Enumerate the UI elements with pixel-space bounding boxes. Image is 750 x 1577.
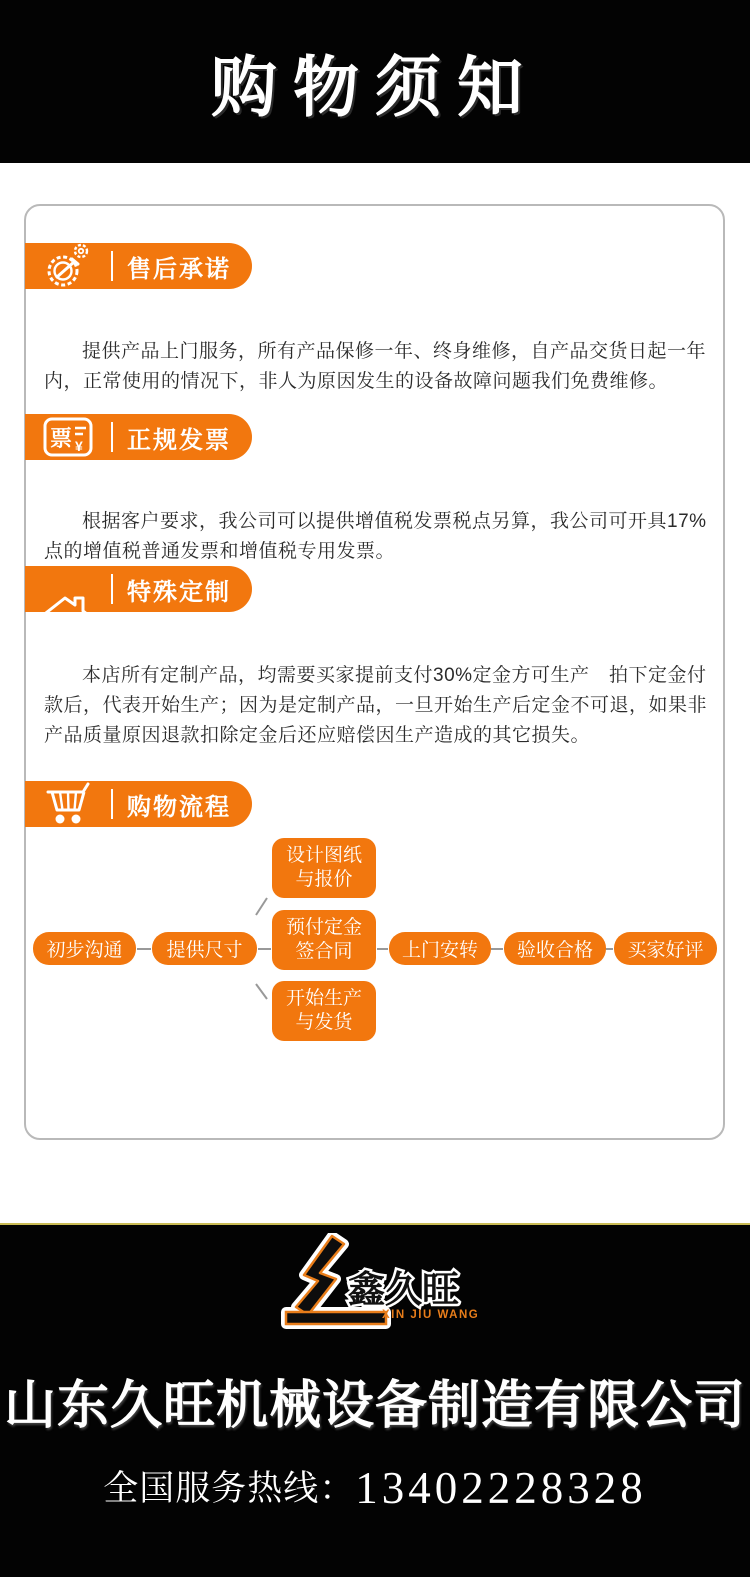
badge-invoice: [25, 414, 252, 460]
flow-branch-line1: 开始生产: [285, 988, 362, 1009]
logo-cn-text: 鑫久旺: [348, 1269, 459, 1310]
badge-label: 特殊定制: [127, 578, 231, 606]
badge-divider: [111, 789, 113, 819]
flow-step-buyer-review: [614, 932, 717, 965]
badge-shopping-flow: [25, 781, 252, 827]
hotline-number: 13402228328: [355, 1463, 647, 1513]
company-logo: [270, 1233, 482, 1329]
badge-label: 购物流程: [127, 793, 231, 821]
gear-wrench-icon: [25, 243, 111, 289]
flow-step-acceptance-passed: [504, 932, 606, 965]
flow-step-label: 上门安转: [401, 940, 478, 961]
footer: [0, 1223, 750, 1577]
flow-branch-line2: 签合同: [295, 941, 353, 962]
badge-label: 正规发票: [127, 426, 231, 454]
flow-branch-production-shipping: [272, 981, 376, 1041]
flow-branch-design-quote: [272, 838, 376, 898]
flow-step-onsite-installation: [389, 932, 491, 965]
customization-text: 本店所有定制产品，均需要买家提前支付30%定金方可生产 拍下定金付款后，代表开始生产；因为是定制产品，一旦开始生产后定金不可退，如果非产品质量原因退款扣除定金后还应赔偿因生产造成的其它损失。: [44, 665, 708, 746]
flow-step-initial-communication: [33, 932, 136, 965]
hotline-label: 全国服务热线：: [103, 1469, 356, 1508]
service-hotline: [0, 1461, 750, 1514]
flow-step-provide-dimensions: [152, 932, 257, 965]
badge-divider: [111, 574, 113, 604]
flow-branch-line1: 预付定金: [285, 917, 362, 938]
svg-text:票: 票: [50, 426, 73, 451]
flow-step-label: 买家好评: [627, 940, 704, 961]
svg-text:¥: ¥: [75, 438, 83, 454]
after-sales-text: 提供产品上门服务，所有产品保修一年、终身维修，自产品交货日起一年内，正常使用的情况下，非人为原因发生的设备故障问题我们免费维修。: [44, 341, 707, 392]
flow-branch-line1: 设计图纸: [285, 845, 362, 866]
invoice-ticket-icon: [25, 414, 111, 460]
badge-after-sales: [25, 243, 252, 289]
company-name: 山东久旺机械设备制造有限公司: [3, 1377, 746, 1435]
flow-step-label: 初步沟通: [46, 940, 123, 961]
badge-divider: [111, 251, 113, 281]
invoice-text: 根据客户要求，我公司可以提供增值税发票税点另算，我公司可开具17%点的增值税普通发票和增值税专用发票。: [44, 511, 707, 562]
flow-step-label: 提供尺寸: [166, 940, 243, 961]
badge-label: 售后承诺: [127, 255, 231, 283]
flow-branch-deposit-contract: [272, 910, 376, 970]
badge-divider: [111, 422, 113, 452]
page-title: 购物须知: [211, 50, 539, 124]
badge-customization: [25, 566, 252, 612]
flow-step-label: 验收合格: [516, 940, 593, 961]
flow-branch-line2: 与发货: [295, 1012, 353, 1033]
shopping-cart-icon: [25, 781, 111, 827]
house-roof-icon: [25, 566, 111, 612]
flow-branch-line2: 与报价: [295, 869, 353, 890]
header-banner: [0, 0, 750, 163]
logo-en-text: XIN JIU WANG: [382, 1309, 480, 1321]
